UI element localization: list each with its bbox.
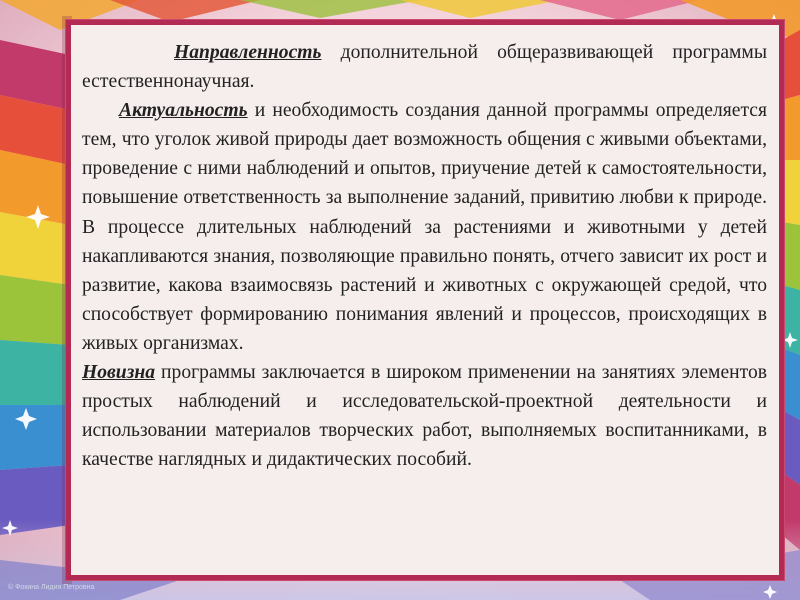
paragraph-novelty	[82, 358, 767, 474]
paragraph-novelty-text: программы заключается в широком применении на занятиях элементов простых наблюдений и исследовательской-проектной деятельности и использовании материалов творческих работ, выполняемых воспитанниками, в качестве наглядных и дидактических пособий.	[82, 362, 767, 471]
keyword-novelty: Новизна	[82, 362, 156, 384]
paragraph-direction-text: дополнительной общеразвивающей программы естественнонаучная.	[82, 42, 767, 93]
text-body	[82, 38, 767, 474]
keyword-direction: Направленность	[174, 42, 322, 63]
keyword-relevance: Актуальность	[119, 100, 248, 122]
paragraph-relevance	[82, 96, 767, 358]
footer-credit: © Фокина Лидия Петровна	[8, 584, 95, 591]
paragraph-direction	[82, 38, 767, 96]
paragraph-relevance-text: и необходимость создания данной программы определяется тем, что уголок живой природы дает возможность общения с живыми объектами, проведение с ними наблюдений и опытов, приучение детей к самостоятельности, повышение ответственность за выполнение заданий, привитию любви к природе. В процессе длительных наблюдений за растениями и животными у детей накапливаются знания, позволяющие правильно понять, отчего зависит их рост и развитие, какова взаимосвязь растений и животных с окружающей средой, что способствует формированию понимания явлений и процессов, происходящих в живых организмах.	[82, 100, 767, 354]
